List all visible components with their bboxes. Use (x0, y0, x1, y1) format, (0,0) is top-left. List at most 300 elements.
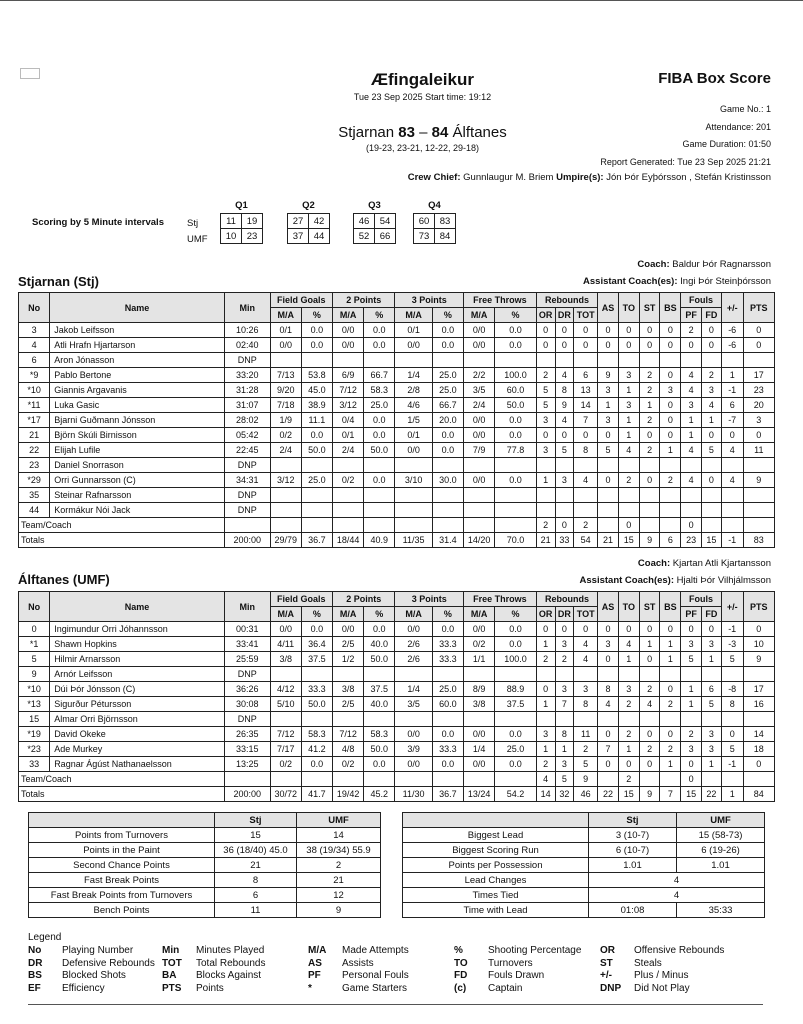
total-cell: 11/35 (395, 533, 432, 548)
stat-cell: 0 (660, 368, 681, 383)
total-cell: 23 (681, 533, 702, 548)
player-row (19, 443, 775, 458)
stat-cell: 5 (721, 742, 743, 757)
home-box-score-table (18, 292, 775, 548)
stats-header-row (29, 813, 381, 828)
player-name: Ragnar Ágúst Nathanaelsson (50, 757, 225, 772)
stat-cell: 0.0 (495, 338, 537, 353)
stat-cell: 1 (721, 368, 743, 383)
stat-cell: 9 (743, 652, 774, 667)
stat-cell: 4 (681, 443, 702, 458)
legend-abbr: TO (454, 957, 468, 969)
stat-cell: 0 (660, 338, 681, 353)
empty-cell (395, 503, 432, 518)
stat-cell: 3 (681, 637, 702, 652)
player-row (19, 652, 775, 667)
stat-cell: 8 (555, 383, 574, 398)
stat-cell: 0 (639, 727, 660, 742)
column-subheader-ma: M/A (270, 308, 301, 323)
stat-cell: 1 (536, 637, 555, 652)
stat-cell: 0.0 (432, 323, 463, 338)
player-number: *9 (19, 368, 50, 383)
empty-cell (495, 712, 537, 727)
total-cell: 13/24 (464, 787, 495, 802)
stat-cell: 1/2 (333, 652, 364, 667)
column-header-fouls: Fouls (681, 592, 722, 607)
stat-cell: 0 (660, 323, 681, 338)
empty-cell (639, 458, 660, 473)
stat-cell: 7/12 (333, 383, 364, 398)
player-name: Giannis Argavanis (50, 383, 225, 398)
stat-cell: 11 (574, 727, 598, 742)
empty-cell (721, 712, 743, 727)
stat-cell: 13 (574, 383, 598, 398)
empty-cell (721, 488, 743, 503)
stat-cell: 0 (639, 622, 660, 637)
column-subheader-ma: M/A (395, 607, 432, 622)
player-row (19, 637, 775, 652)
empty-cell (301, 712, 332, 727)
legend-abbr: Min (162, 945, 180, 956)
empty-cell (618, 712, 639, 727)
stat-cell: 1 (536, 742, 555, 757)
stat-cell: 0/0 (395, 757, 432, 772)
stat-cell: 0.0 (432, 428, 463, 443)
empty-cell (743, 458, 774, 473)
empty-cell (536, 458, 555, 473)
empty-cell (660, 518, 681, 533)
total-cell: 200:00 (224, 533, 270, 548)
quarter-scores-table (220, 213, 263, 244)
stat-cell: 17 (743, 682, 774, 697)
empty-cell (618, 488, 639, 503)
empty-cell (598, 503, 619, 518)
total-cell: 31.4 (432, 533, 463, 548)
player-row (19, 413, 775, 428)
column-subheader-pct: % (495, 607, 537, 622)
player-row (19, 667, 775, 682)
totals-row (19, 787, 775, 802)
stat-cell: 0 (660, 398, 681, 413)
stat-cell: 2 (536, 757, 555, 772)
empty-cell (574, 458, 598, 473)
player-name: Daniel Snorrason (50, 458, 225, 473)
player-name: Elijah Lufile (50, 443, 225, 458)
column-header-fg: Field Goals (270, 293, 332, 308)
total-cell: 9 (639, 787, 660, 802)
stat-cell: 7/12 (270, 727, 301, 742)
total-cell: 30/72 (270, 787, 301, 802)
empty-cell (660, 488, 681, 503)
column-subheader-pct: % (432, 607, 463, 622)
stat-cell: 0/0 (395, 727, 432, 742)
stat-cell: 7/17 (270, 742, 301, 757)
column-header-min: Min (224, 592, 270, 622)
legend-abbr: PF (308, 970, 321, 981)
empty-cell (639, 503, 660, 518)
empty-cell (702, 503, 722, 518)
stat-cell: 53.8 (301, 368, 332, 383)
legend-desc: Blocks Against (196, 970, 262, 981)
stat-cell: 0 (743, 428, 774, 443)
stat-cell: 1 (681, 428, 702, 443)
player-number: 35 (19, 488, 50, 503)
stat-cell: 16 (743, 697, 774, 712)
crew-chief-label: Crew Chief: (407, 172, 461, 183)
column-subheader-pf: PF (681, 607, 702, 622)
stat-cell: 5/10 (270, 697, 301, 712)
player-minutes: 28:02 (224, 413, 270, 428)
stat-cell: 0.0 (495, 727, 537, 742)
stats-header-row (403, 813, 765, 828)
stat-cell: 0/0 (464, 622, 495, 637)
stat-cell: 11.1 (301, 413, 332, 428)
column-header-fg: Field Goals (270, 592, 332, 607)
stat-cell: 0 (702, 473, 722, 488)
stat-cell: 4 (618, 637, 639, 652)
stat-cell: 1 (618, 742, 639, 757)
stat-cell: 37.5 (495, 697, 537, 712)
stat-cell: 0 (639, 757, 660, 772)
stat-cell: 23 (743, 383, 774, 398)
stat-cell: 1 (681, 697, 702, 712)
scoring-home-code: Stj (187, 218, 199, 229)
interval-score: 11 (221, 214, 242, 229)
stat-cell: 50.0 (301, 697, 332, 712)
interval-score: 60 (414, 214, 435, 229)
player-minutes: 33:41 (224, 637, 270, 652)
stats-value: 8 (215, 873, 297, 888)
player-number: *10 (19, 383, 50, 398)
stats-value: 01:08 (589, 903, 677, 918)
stat-cell: 2 (639, 383, 660, 398)
player-name: Shawn Hopkins (50, 637, 225, 652)
stat-cell: 40.0 (364, 697, 395, 712)
away-coach-label: Coach: (637, 558, 671, 569)
total-cell: 1 (721, 787, 743, 802)
stat-cell: 9 (743, 473, 774, 488)
stat-cell: 7/18 (270, 398, 301, 413)
stats-row (29, 888, 381, 903)
home-score: 83 (398, 124, 415, 141)
stat-cell: 66.7 (432, 398, 463, 413)
stat-cell: 0.0 (495, 323, 537, 338)
stat-cell: 0.0 (495, 637, 537, 652)
stats-value: 14 (297, 828, 381, 843)
stat-cell: 0 (574, 622, 598, 637)
stats-row (403, 903, 765, 918)
empty-cell (333, 458, 364, 473)
total-cell: 29/79 (270, 533, 301, 548)
interval-score: 66 (375, 229, 396, 244)
stat-cell: 3 (618, 368, 639, 383)
empty-cell (681, 353, 702, 368)
stat-cell: 3/10 (395, 473, 432, 488)
total-cell: 21 (598, 533, 619, 548)
home-assistant-label: Assistant Coach(es): (583, 276, 678, 287)
stat-cell: 0 (598, 622, 619, 637)
empty-cell (301, 458, 332, 473)
empty-cell (464, 353, 495, 368)
total-cell: 32 (555, 787, 574, 802)
player-number: *10 (19, 682, 50, 697)
stat-cell: 0 (743, 757, 774, 772)
empty-cell (702, 488, 722, 503)
scoring-intervals-label: Scoring by 5 Minute intervals (32, 217, 164, 228)
column-header-p3: 3 Points (395, 592, 464, 607)
empty-cell (270, 667, 301, 682)
empty-cell (555, 503, 574, 518)
stat-cell: 1 (660, 757, 681, 772)
column-header-reb: Rebounds (536, 293, 597, 308)
scoring-away-code: UMF (187, 234, 208, 245)
stats-value: 4 (589, 873, 765, 888)
player-number: 6 (19, 353, 50, 368)
legend-row (28, 945, 734, 958)
empty-cell (639, 353, 660, 368)
stat-cell: 4/12 (270, 682, 301, 697)
legend-abbr: BS (28, 970, 42, 981)
stat-cell: 0 (574, 338, 598, 353)
stat-cell: 2 (618, 697, 639, 712)
empty-cell (702, 353, 722, 368)
legend-abbr: DNP (600, 982, 622, 994)
stat-cell: 4 (618, 443, 639, 458)
stat-cell: 0/0 (395, 338, 432, 353)
stat-cell: 0 (598, 757, 619, 772)
stats-row (29, 858, 381, 873)
empty-cell (660, 667, 681, 682)
stat-cell: 2 (536, 518, 555, 533)
empty-cell (364, 353, 395, 368)
stat-cell: 7 (555, 697, 574, 712)
stat-cell: 0 (536, 428, 555, 443)
player-minutes: DNP (224, 503, 270, 518)
home-coach (637, 259, 771, 270)
player-minutes: 36:26 (224, 682, 270, 697)
column-header-no: No (19, 293, 50, 323)
column-header-p2: 2 Points (333, 293, 395, 308)
stat-cell: 3/8 (270, 652, 301, 667)
legend-desc: Shooting Percentage (488, 945, 582, 956)
stat-cell: 8 (574, 697, 598, 712)
stats-value: 1.01 (589, 858, 677, 873)
empty-cell (598, 518, 619, 533)
stat-cell: -1 (721, 383, 743, 398)
game-duration: Game Duration: 01:50 (682, 139, 771, 149)
stat-cell: 0 (681, 757, 702, 772)
stat-cell: 0.0 (301, 338, 332, 353)
report-info (600, 70, 771, 171)
player-minutes: 22:45 (224, 443, 270, 458)
empty-cell (598, 353, 619, 368)
stats-header-cell: UMF (297, 813, 381, 828)
stat-cell: 2 (639, 443, 660, 458)
stat-cell: 3 (555, 682, 574, 697)
empty-cell (681, 488, 702, 503)
stats-label: Lead Changes (403, 873, 589, 888)
stat-cell: 58.3 (364, 727, 395, 742)
stat-cell: 0.0 (364, 473, 395, 488)
stat-cell: 0 (598, 428, 619, 443)
stat-cell: 3 (702, 383, 722, 398)
column-subheader-pct: % (495, 308, 537, 323)
stat-cell: 0 (660, 682, 681, 697)
stat-cell: 25.0 (364, 398, 395, 413)
home-assistant-name: Ingi Þór Steinþórsson (680, 276, 771, 287)
empty-cell (721, 667, 743, 682)
stat-cell: 2 (574, 742, 598, 757)
empty-cell (364, 503, 395, 518)
stats-header-cell: UMF (677, 813, 765, 828)
empty-cell (574, 712, 598, 727)
team-coach-row (19, 518, 775, 533)
stat-cell: 0 (598, 727, 619, 742)
stat-cell: 14 (574, 398, 598, 413)
stat-cell: 0/0 (270, 338, 301, 353)
stat-cell: 1 (536, 697, 555, 712)
stat-cell: 20.0 (432, 413, 463, 428)
stat-cell: 0/0 (333, 338, 364, 353)
stat-cell: 3/9 (395, 742, 432, 757)
column-subheader-pct: % (301, 308, 332, 323)
player-name: Kormákur Nói Jack (50, 503, 225, 518)
stat-cell: 4/6 (395, 398, 432, 413)
stat-cell: 0.0 (301, 622, 332, 637)
stats-row (403, 843, 765, 858)
empty-cell (224, 772, 270, 787)
stat-cell: 2 (639, 368, 660, 383)
quarter-row-away (354, 229, 396, 244)
stat-cell: 60.0 (495, 383, 537, 398)
stat-cell: 5 (702, 697, 722, 712)
empty-cell (555, 712, 574, 727)
stat-cell: 0/0 (270, 622, 301, 637)
stat-cell: 37.5 (301, 652, 332, 667)
empty-cell (598, 712, 619, 727)
player-minutes: 02:40 (224, 338, 270, 353)
player-number: 5 (19, 652, 50, 667)
stat-cell: 0/0 (333, 622, 364, 637)
stat-cell: 0 (681, 338, 702, 353)
player-name: Orri Gunnarsson (C) (50, 473, 225, 488)
empty-cell (574, 353, 598, 368)
away-team-name: Álftanes (452, 124, 507, 141)
empty-cell (536, 712, 555, 727)
officials-line (408, 172, 771, 183)
player-number: *19 (19, 727, 50, 742)
empty-cell (224, 518, 270, 533)
stat-cell: 5 (721, 652, 743, 667)
player-name: Björn Skúli Birnisson (50, 428, 225, 443)
player-row (19, 323, 775, 338)
quarter-row-home (354, 214, 396, 229)
player-number: *29 (19, 473, 50, 488)
empty-cell (395, 667, 432, 682)
game-number: Game No.: 1 (719, 104, 771, 114)
total-cell: 45.2 (364, 787, 395, 802)
stat-cell: 0/0 (395, 622, 432, 637)
stat-cell: 1 (618, 428, 639, 443)
header-row-groups (19, 592, 775, 607)
quarter-group-4 (413, 200, 456, 244)
stat-cell: 3/12 (333, 398, 364, 413)
column-header-ft: Free Throws (464, 592, 537, 607)
player-minutes: DNP (224, 488, 270, 503)
total-cell: -1 (721, 533, 743, 548)
stats-value: 12 (297, 888, 381, 903)
column-header-name: Name (50, 592, 225, 622)
empty-cell (432, 353, 463, 368)
legend-desc: Game Starters (342, 982, 408, 994)
stat-cell: 6 (702, 682, 722, 697)
stat-cell: 25.0 (301, 473, 332, 488)
column-header-fouls: Fouls (681, 293, 722, 308)
legend-abbr: EF (28, 982, 41, 994)
stat-cell: 3 (574, 682, 598, 697)
player-number: 22 (19, 443, 50, 458)
player-row (19, 697, 775, 712)
stat-cell: 0.0 (364, 622, 395, 637)
empty-cell (536, 488, 555, 503)
column-subheader-ma: M/A (270, 607, 301, 622)
quarter-row-home (288, 214, 330, 229)
stat-cell: 3 (681, 398, 702, 413)
empty-cell (495, 518, 537, 533)
column-header-name: Name (50, 293, 225, 323)
stat-cell: 2/4 (464, 398, 495, 413)
away-team-title: Álftanes (UMF) (18, 572, 110, 587)
team-coach-label: Team/Coach (19, 772, 225, 787)
quarter-row-home (414, 214, 456, 229)
empty-cell (681, 503, 702, 518)
stat-cell: -8 (721, 682, 743, 697)
stat-cell: 4 (639, 697, 660, 712)
stat-cell: 0 (536, 622, 555, 637)
totals-row (19, 533, 775, 548)
total-cell: 54.2 (495, 787, 537, 802)
stat-cell: 3 (598, 413, 619, 428)
player-minutes: DNP (224, 353, 270, 368)
stat-cell: 0.0 (364, 413, 395, 428)
stat-cell: 1 (555, 742, 574, 757)
stat-cell: 0/2 (464, 637, 495, 652)
stat-cell: 1 (681, 413, 702, 428)
empty-cell (464, 458, 495, 473)
column-header-st: ST (639, 293, 660, 323)
stat-cell: 2 (618, 727, 639, 742)
empty-cell (270, 353, 301, 368)
empty-cell (301, 503, 332, 518)
stats-label: Points from Turnovers (29, 828, 215, 843)
column-header-p2: 2 Points (333, 592, 395, 607)
empty-cell (618, 458, 639, 473)
quarter-label: Q4 (428, 200, 441, 211)
stat-cell: 58.3 (301, 727, 332, 742)
empty-cell (333, 772, 364, 787)
legend-desc: Made Attempts (342, 945, 409, 956)
total-cell: 200:00 (224, 787, 270, 802)
column-subheader-tot: TOT (574, 308, 598, 323)
player-row (19, 428, 775, 443)
legend-desc: Turnovers (488, 957, 533, 969)
stat-cell: 0 (639, 323, 660, 338)
empty-cell (432, 772, 463, 787)
stat-cell: 1 (681, 682, 702, 697)
totals-label: Totals (19, 787, 225, 802)
empty-cell (743, 518, 774, 533)
quarter-group-3 (353, 200, 396, 244)
